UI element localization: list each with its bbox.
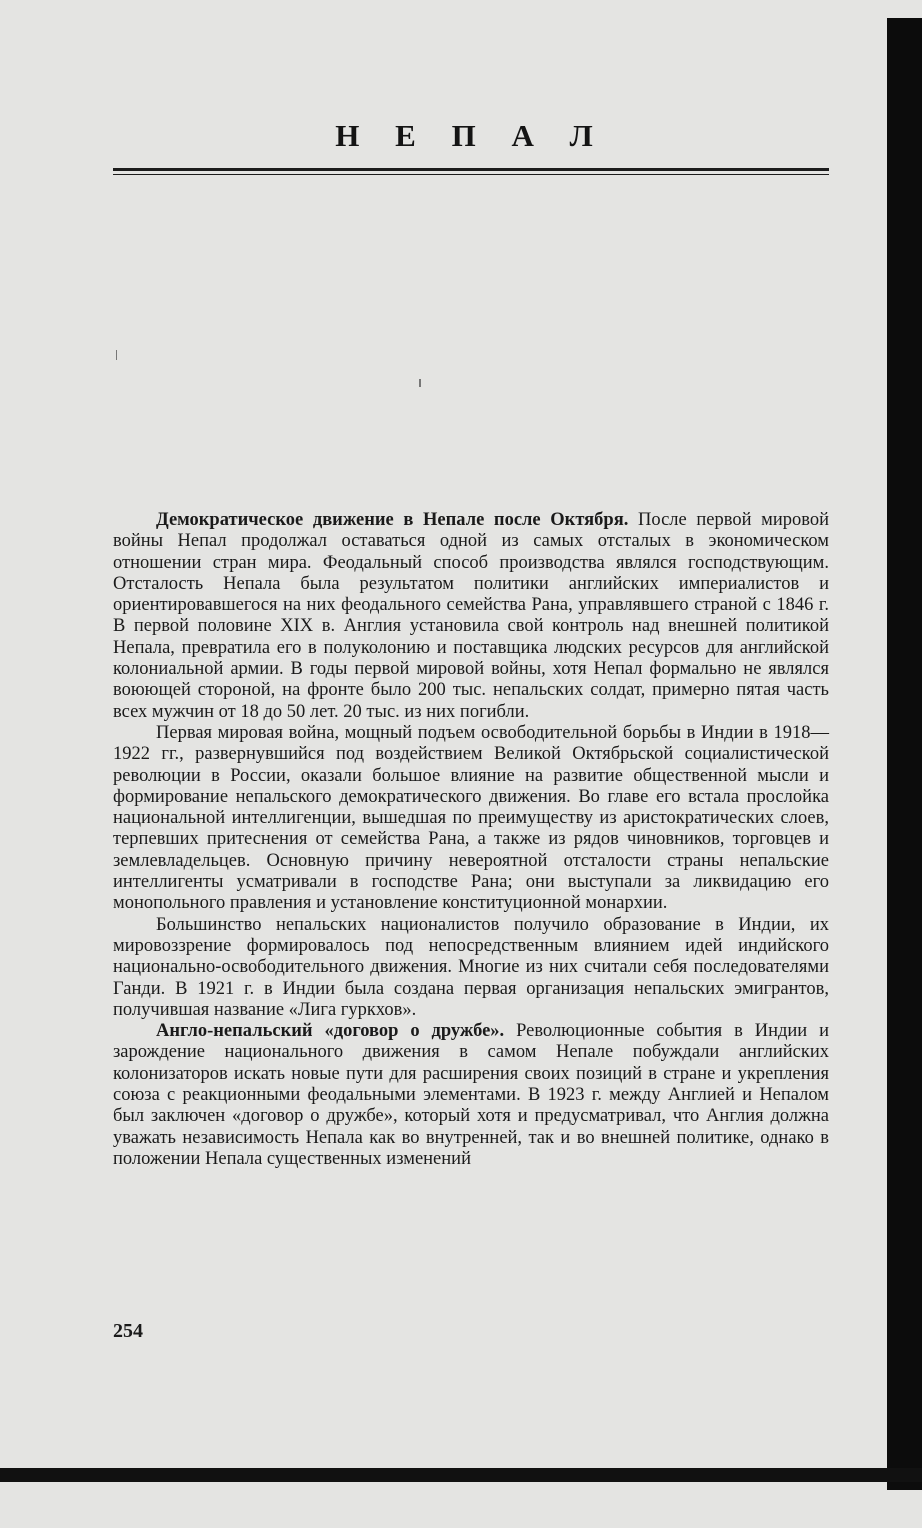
scan-bottom-shadow [0,1468,922,1482]
chapter-title: Н Е П А Л [335,118,607,153]
paragraph-text: После первой мировой войны Непал продолжал оставаться одной из самых отсталых в экономическом отношении стран мира. Феодальный способ производства являлся господствующим. Отсталость Непала была результатом политики английских империалистов и ориентировавшегося на них феодального семейства Рана, управлявшего страной с 1846 г. В первой половине XIX в. Англия установила свой контроль над внешней политикой Непала, превратила его в полуколонию и поставщика людских ресурсов для английской колониальной армии. В годы первой мировой войны, хотя Непал формально не являлся воюющей стороной, на фронте было 200 тыс. непальских солдат, примерно пятая часть всех мужчин от 18 до 50 лет. 20 тыс. из них погибли. [113,510,829,722]
section-heading: Демократическое движение в Непале после Октября. [156,510,629,530]
paragraph-text: Первая мировая война, мощный подъем освободительной борьбы в Индии в 1918—1922 гг., развернувшийся под воздействием Великой Октябрьской социалистической революции в России, оказали большое влияние на развитие общественной мысли и формирование непальского демократического движения. Во главе его встала прослойка национальной интеллигенции, вышедшая по преимуществу из аристократических слоев, терпевших притеснения от семейства Рана, а также из рядов чиновников, торговцев и землевладельцев. Основную причину невероятной отсталости страны непальские интеллигенты усматривали в господстве Рана; они выступали за ликвидацию его монопольного правления и установление конституционной монархии. [113,722,829,914]
scan-speck [419,379,421,387]
scan-edge-shadow [887,18,922,1490]
scan-speck [116,350,117,360]
title-rule-thin [113,174,829,175]
paragraph [113,723,829,915]
paragraph-text: Революционные события в Индии и зарождение национального движения в самом Непале побуждали английских колонизаторов искать новые пути для расширения своих позиций в стране и укрепления союза с реакционными феодальными элементами. В 1923 г. между Англией и Непалом был заключен «договор о дружбе», который хотя и предусматривал, что Англия должна уважать независимость Непала как во внутренней, так и во внешней политике, однако в положении Непала существенных изменений [113,1021,829,1169]
paragraph [113,915,829,1021]
body-text [113,510,829,1170]
section-heading: Англо-непальский «договор о дружбе». [156,1021,505,1042]
paragraph-text: Большинство непальских националистов получило образование в Индии, их мировоззрение формировалось под непосредственным влиянием идей индийского национально-освободительного движения. Многие из них считали себя последователями Ганди. В 1921 г. в Индии была создана первая организация непальских эмигрантов, получившая название «Лига гуркхов». [113,914,829,1020]
paragraph [113,1021,829,1170]
paragraph [113,510,829,723]
title-rule-thick [113,168,829,171]
page-number: 254 [113,1320,143,1342]
